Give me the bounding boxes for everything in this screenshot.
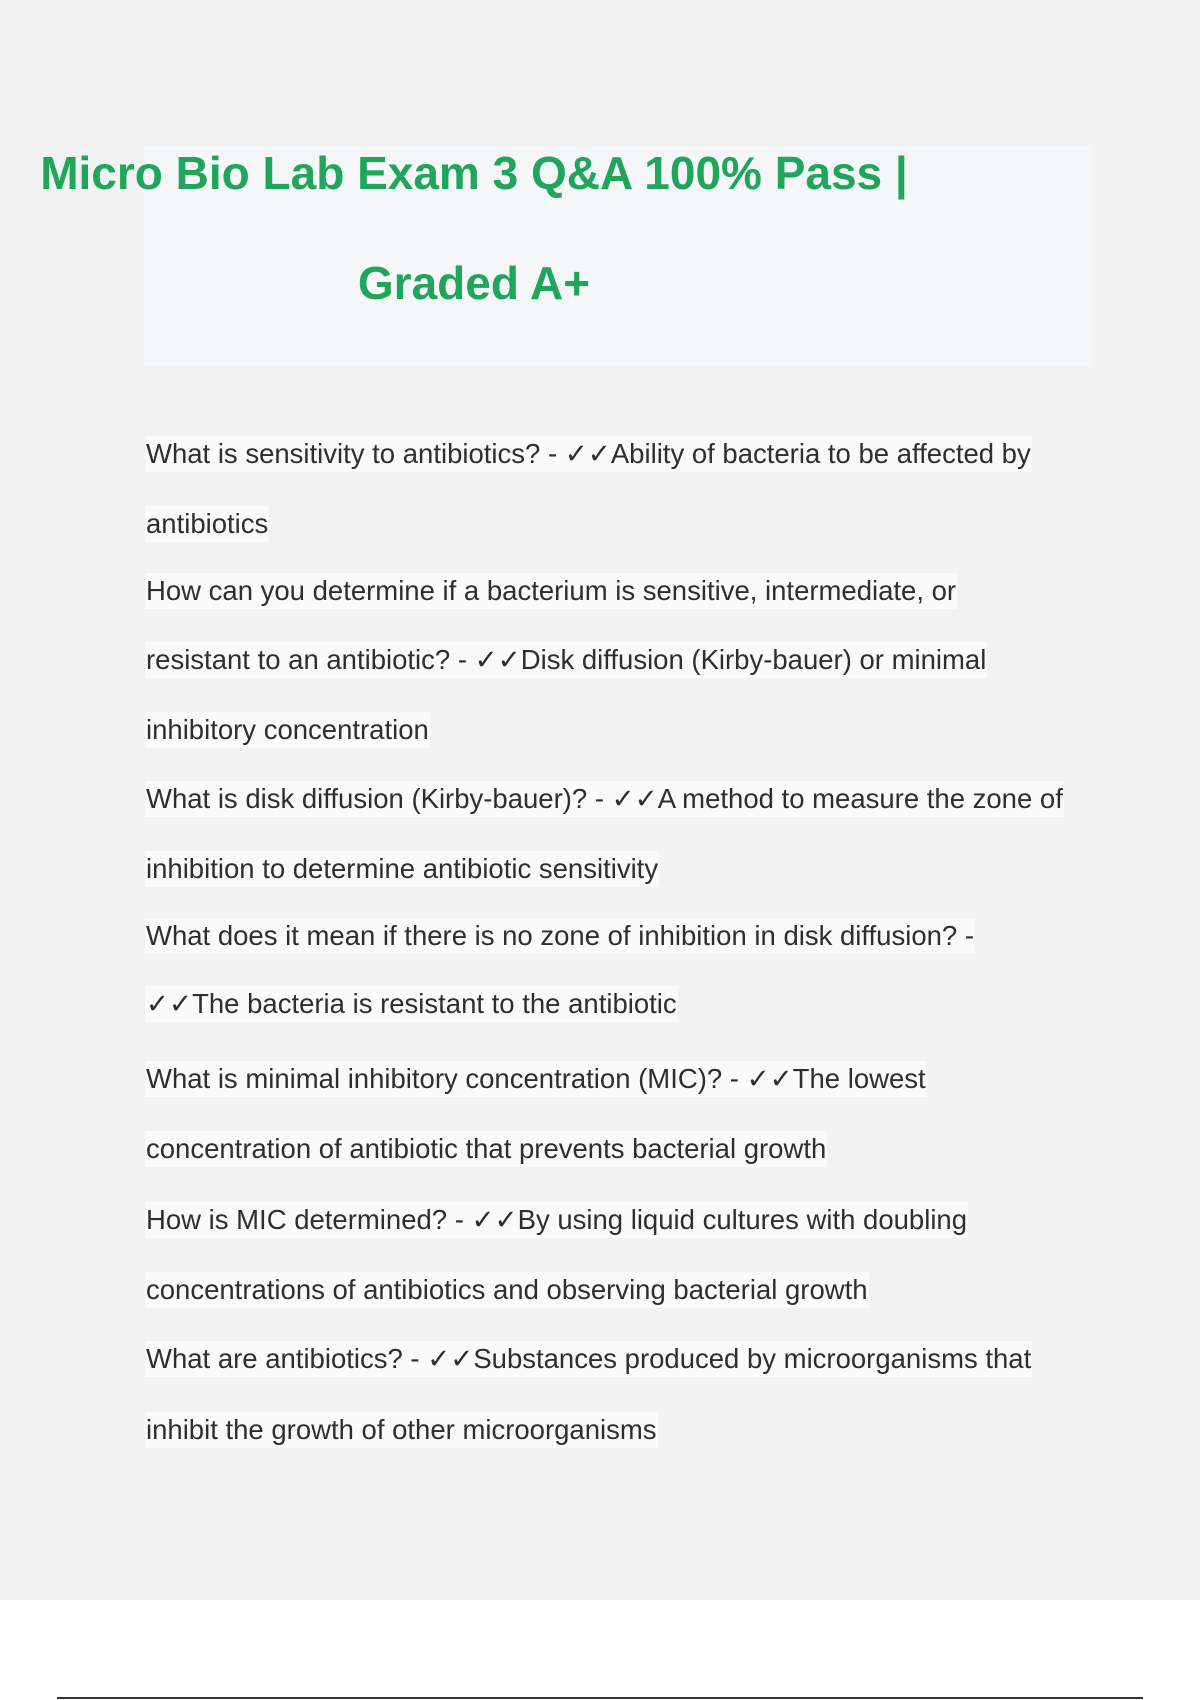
document-title-line-1: Micro Bio Lab Exam 3 Q&A 100% Pass |: [40, 147, 908, 199]
question-6-line-1: How is MIC determined? - ✓✓By using liquid cultures with doubling: [145, 1202, 968, 1238]
question-7-line-1: What are antibiotics? - ✓✓Substances produced by microorganisms that: [145, 1341, 1032, 1377]
answer-3-line-2: inhibition to determine antibiotic sensitivity: [145, 851, 659, 887]
answer-2-line-3: inhibitory concentration: [145, 712, 430, 748]
answer-1-line-2: antibiotics: [145, 506, 269, 542]
question-2-line-2: resistant to an antibiotic? - ✓✓Disk diffusion (Kirby-bauer) or minimal: [145, 642, 987, 678]
document-title-line-2: Graded A+: [357, 257, 591, 309]
answer-7-line-2: inhibit the growth of other microorganisms: [145, 1412, 658, 1448]
question-4-line-1: What does it mean if there is no zone of inhibition in disk diffusion? -: [145, 918, 975, 954]
question-5-line-1: What is minimal inhibitory concentration (MIC)? - ✓✓The lowest: [145, 1061, 927, 1097]
page-divider-rule: [57, 1697, 1143, 1699]
answer-6-line-2: concentrations of antibiotics and observing bacterial growth: [145, 1272, 869, 1308]
question-1-line-1: What is sensitivity to antibiotics? - ✓✓Ability of bacteria to be affected by: [145, 436, 1032, 472]
question-3-line-1: What is disk diffusion (Kirby-bauer)? - ✓✓A method to measure the zone of: [145, 781, 1064, 817]
next-page-area: [0, 1600, 1200, 1700]
answer-4-line-2: ✓✓The bacteria is resistant to the antibiotic: [145, 986, 678, 1022]
answer-5-line-2: concentration of antibiotic that prevents bacterial growth: [145, 1131, 827, 1167]
question-2-line-1: How can you determine if a bacterium is sensitive, intermediate, or: [145, 573, 957, 609]
